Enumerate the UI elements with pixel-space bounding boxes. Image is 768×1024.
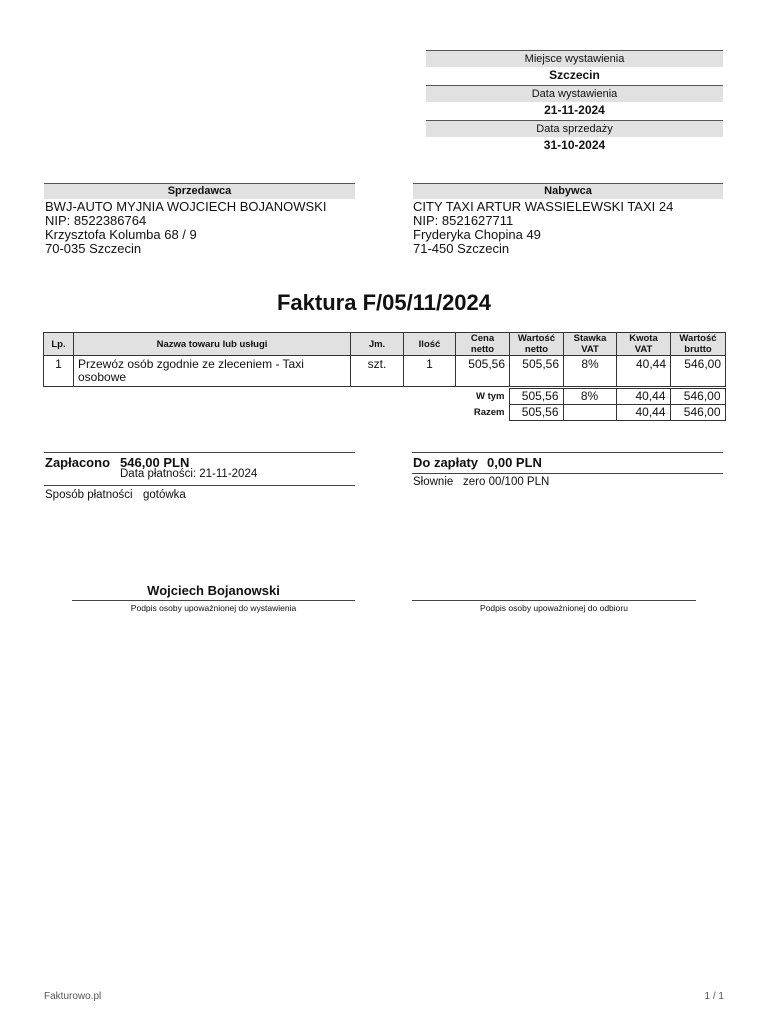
col-vat-rate: Stawka VAT (564, 333, 617, 356)
items-table (43, 332, 726, 387)
receiver-caption: Podpis osoby upoważnionej do odbioru (480, 603, 628, 613)
words-label: Słownie (413, 476, 454, 488)
row-gross: 546,00 (671, 356, 726, 387)
words-value: zero 00/100 PLN (463, 476, 550, 488)
razem-vat-rate (563, 405, 616, 421)
due-top-rule (412, 452, 723, 453)
buyer-name: CITY TAXI ARTUR WASSIELEWSKI TAXI 24 (413, 199, 674, 214)
items-header-row (44, 333, 726, 356)
w-tym-label: W tym (476, 391, 505, 402)
buyer-heading: Nabywca (413, 183, 723, 199)
paid-date: Data płatności: 21-11-2024 (120, 468, 258, 480)
row-unit: szt. (351, 356, 404, 387)
col-unit: Jm. (351, 333, 404, 356)
sale-date-label: Data sprzedaży (426, 120, 723, 137)
footer-page: 1 / 1 (704, 991, 724, 1002)
paid-value: 546,00 PLN (120, 455, 190, 470)
due-value: 0,00 PLN (487, 455, 542, 470)
row-net: 505,56 (510, 356, 564, 387)
w-tym-gross: 546,00 (670, 389, 725, 405)
col-lp: Lp. (44, 333, 74, 356)
row-name: Przewóz osób zgodnie ze zleceniem - Taxi osobowe (74, 356, 351, 387)
buyer-city: 71-450 Szczecin (413, 241, 510, 256)
seller-nip: NIP: 8522386764 (45, 213, 147, 228)
seller-name: BWJ-AUTO MYJNIA WOJCIECH BOJANOWSKI (45, 199, 327, 214)
table-row (44, 356, 726, 387)
paid-label: Zapłacono (45, 455, 111, 470)
method-value: gotówka (143, 489, 186, 501)
issuer-caption: Podpis osoby upoważnionej do wystawienia (130, 603, 297, 613)
paid-bottom-rule (44, 485, 355, 486)
seller-city: 70-035 Szczecin (45, 241, 142, 256)
paid-top-rule (44, 452, 355, 453)
row-qty: 1 (404, 356, 456, 387)
w-tym-net: 505,56 (509, 389, 563, 405)
seller-street: Krzysztofa Kolumba 68 / 9 (45, 227, 197, 242)
col-price: Cena netto (456, 333, 510, 356)
col-name: Nazwa towaru lub usługi (74, 333, 351, 356)
razem-row (43, 405, 725, 421)
place-value: Szczecin (549, 68, 600, 82)
receiver-signature-line (412, 600, 696, 601)
row-vat-rate: 8% (564, 356, 617, 387)
footer-brand: Fakturowo.pl (44, 991, 102, 1002)
row-vat-amount: 40,44 (617, 356, 671, 387)
place-label: Miejsce wystawienia (426, 50, 723, 67)
razem-label: Razem (473, 407, 505, 418)
invoice-title: Faktura F/05/11/2024 (276, 290, 492, 315)
col-vat-amount: Kwota VAT (617, 333, 671, 356)
col-gross: Wartość brutto (671, 333, 726, 356)
row-lp: 1 (44, 356, 74, 387)
razem-net: 505,56 (509, 405, 563, 421)
razem-vat-amount: 40,44 (616, 405, 670, 421)
col-qty: Ilość (404, 333, 456, 356)
issuer-signature-line (72, 600, 355, 601)
seller-heading: Sprzedawca (44, 183, 355, 199)
issue-date-value: 21-11-2024 (544, 103, 605, 117)
w-tym-vat-rate: 8% (563, 389, 616, 405)
razem-gross: 546,00 (670, 405, 725, 421)
sale-date-value: 31-10-2024 (543, 138, 606, 152)
method-label: Sposób płatności (45, 489, 133, 501)
issuer-name: Wojciech Bojanowski (147, 583, 280, 598)
w-tym-row (43, 389, 725, 405)
summary-table (43, 388, 726, 421)
due-label: Do zapłaty (413, 455, 479, 470)
w-tym-vat-amount: 40,44 (616, 389, 670, 405)
due-bottom-rule (412, 473, 723, 474)
issue-date-label: Data wystawienia (426, 85, 723, 102)
col-net: Wartość netto (510, 333, 564, 356)
buyer-street: Fryderyka Chopina 49 (413, 227, 541, 242)
row-price: 505,56 (456, 356, 510, 387)
buyer-nip: NIP: 8521627711 (413, 213, 514, 228)
